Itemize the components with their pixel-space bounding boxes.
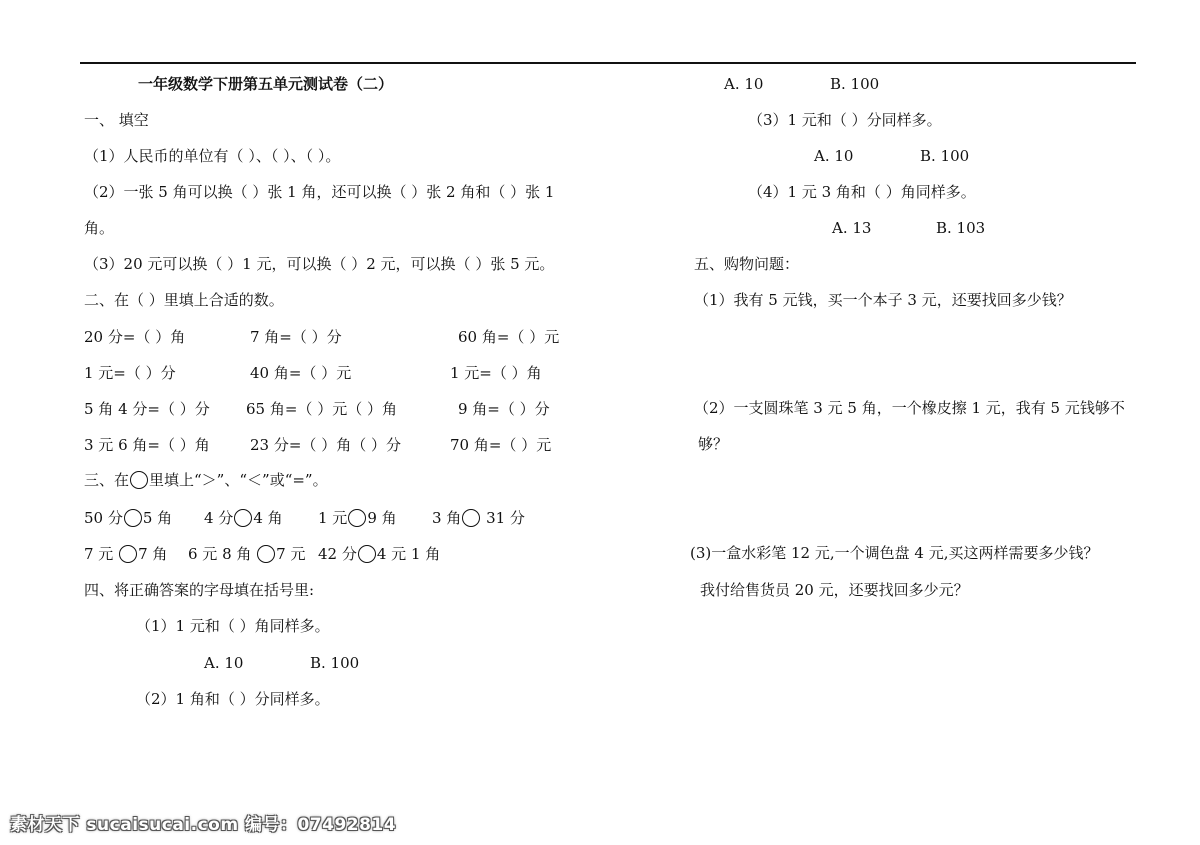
compare-circle[interactable] (119, 545, 137, 563)
s2-cell: 40 角=（ ）元 (250, 364, 352, 382)
s4-q4-option-a: A. 13 (832, 219, 872, 237)
compare-circle[interactable] (124, 509, 142, 527)
s4-q3-option-a: A. 10 (814, 147, 854, 165)
compare-circle[interactable] (257, 545, 275, 563)
page-title: 一年级数学下册第五单元测试卷（二） (138, 75, 394, 93)
s5-question-2-line2: 够？ (698, 435, 729, 453)
s2-cell: 60 角=（ ）元 (458, 328, 560, 346)
s4-question-3: （3）1 元和（ ）分同样多。 (748, 111, 942, 129)
section2-heading: 二、在（ ）里填上合适的数。 (84, 291, 284, 309)
s2-cell: 1 元=（ ）分 (84, 364, 176, 382)
s1-question-2-line2: 角。 (84, 219, 115, 237)
s4-question-2: （2）1 角和（ ）分同样多。 (136, 690, 330, 708)
compare-circle[interactable] (348, 509, 366, 527)
s1-question-3: （3）20 元可以换（ ）1 元，可以换（ ）2 元，可以换（ ）张 5 元。 (84, 255, 555, 273)
s2-cell: 23 分=（ ）角（ ）分 (250, 436, 401, 454)
s2-cell: 9 角=（ ）分 (458, 400, 550, 418)
section5-heading: 五、购物问题： (694, 255, 800, 273)
s2-cell: 20 分=（ ）角 (84, 328, 186, 346)
s4-q1-option-b: B. 100 (310, 654, 360, 672)
s2-cell: 65 角=（ ）元（ ）角 (246, 400, 397, 418)
compare-circle[interactable] (234, 509, 252, 527)
s4-q4-option-b: B. 103 (936, 219, 986, 237)
section3-heading (84, 470, 328, 490)
compare-item: 7 元 7 角 (84, 545, 168, 563)
compare-item: 6 元 8 角 7 元 (188, 545, 306, 563)
compare-item: 3 角 31 分 (432, 509, 525, 527)
s3-heading-suffix: 里填上“＞”、“＜”或“=”。 (149, 471, 328, 489)
section1-heading: 一、 填空 (84, 111, 149, 129)
compare-circle[interactable] (462, 509, 480, 527)
s5-question-3-line1: (3)一盒水彩笔 12 元,一个调色盘 4 元,买这两样需要多少钱？ (690, 544, 1099, 562)
compare-item: 42 分 4 元 1 角 (318, 545, 441, 563)
s4-q1-option-a: A. 10 (204, 654, 244, 672)
s4-question-1: （1）1 元和（ ）角同样多。 (136, 617, 330, 635)
s2-cell: 5 角 4 分=（ ）分 (84, 400, 210, 418)
section4-heading: 四、将正确答案的字母填在括号里: (84, 581, 315, 599)
compare-item: 50 分 5 角 (84, 509, 173, 527)
s2-cell: 1 元=（ ）角 (450, 364, 542, 382)
s2-cell: 3 元 6 角=（ ）角 (84, 436, 210, 454)
s4-question-4: （4）1 元 3 角和（ ）角同样多。 (748, 183, 976, 201)
s5-question-3-line2: 我付给售货员 20 元，还要找回多少元？ (700, 581, 969, 599)
s1-question-2-line1: （2）一张 5 角可以换（ ）张 1 角，还可以换（ ）张 2 角和（ ）张 1 (84, 183, 555, 201)
compare-circle[interactable] (358, 545, 376, 563)
circle-blank-icon (130, 471, 148, 489)
header-rule (80, 62, 1136, 64)
s3-heading-prefix: 三、在 (84, 471, 130, 489)
s1-question-1: （1）人民币的单位有（ ）、（ ）、（ ）。 (84, 147, 341, 165)
compare-item: 1 元 9 角 (318, 509, 397, 527)
watermark: 素材天下 sucaisucai.com 编号：07492814 (10, 815, 397, 835)
s4-q3-option-b: B. 100 (920, 147, 970, 165)
s2-cell: 70 角=（ ）元 (450, 436, 552, 454)
s5-question-2-line1: （2）一支圆珠笔 3 元 5 角，一个橡皮擦 1 元，我有 5 元钱够不 (694, 399, 1125, 417)
s4-q2-option-a: A. 10 (724, 75, 764, 93)
compare-item: 4 分 4 角 (204, 509, 283, 527)
s4-q2-option-b: B. 100 (830, 75, 880, 93)
s5-question-1: （1）我有 5 元钱，买一个本子 3 元，还要找回多少钱？ (694, 291, 1072, 309)
s2-cell: 7 角=（ ）分 (250, 328, 342, 346)
